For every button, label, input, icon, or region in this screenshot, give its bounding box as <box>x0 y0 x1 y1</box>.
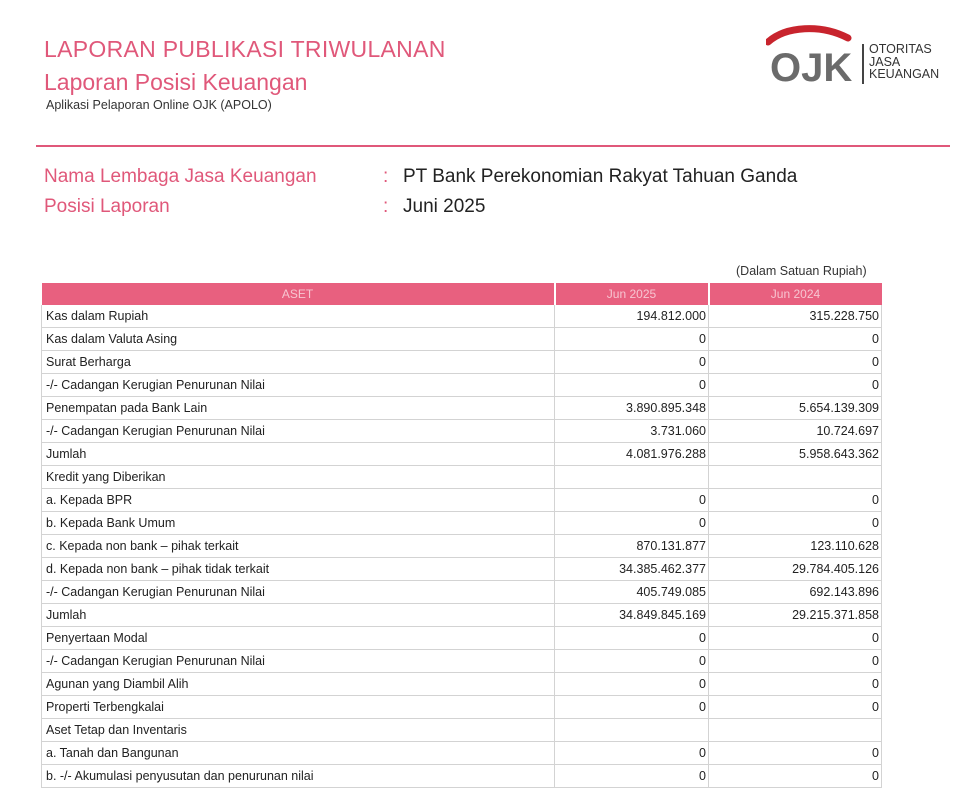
column-header-aset: ASET <box>42 283 555 305</box>
period-value: Juni 2025 <box>403 196 486 217</box>
value-jun-2025: 870.131.877 <box>555 535 709 558</box>
value-jun-2024: 0 <box>709 696 882 719</box>
ojk-logo-mark-icon <box>766 24 862 90</box>
table-row <box>42 627 882 650</box>
row-label: a. Tanah dan Bangunan <box>42 742 555 765</box>
table-body <box>42 305 882 788</box>
value-jun-2024: 0 <box>709 650 882 673</box>
value-jun-2024 <box>709 466 882 489</box>
value-jun-2025: 0 <box>555 742 709 765</box>
table-row <box>42 328 882 351</box>
table-row <box>42 742 882 765</box>
row-label: Penempatan pada Bank Lain <box>42 397 555 420</box>
table-row <box>42 466 882 489</box>
row-label: a. Kepada BPR <box>42 489 555 512</box>
value-jun-2024: 5.958.643.362 <box>709 443 882 466</box>
row-label: Surat Berharga <box>42 351 555 374</box>
value-jun-2024: 29.784.405.126 <box>709 558 882 581</box>
row-label: b. Kepada Bank Umum <box>42 512 555 535</box>
row-label: Kas dalam Valuta Asing <box>42 328 555 351</box>
table-row <box>42 535 882 558</box>
value-jun-2025: 34.385.462.377 <box>555 558 709 581</box>
table-row <box>42 512 882 535</box>
value-jun-2024: 692.143.896 <box>709 581 882 604</box>
value-jun-2025: 3.731.060 <box>555 420 709 443</box>
ojk-logo <box>766 24 956 90</box>
table-row <box>42 420 882 443</box>
value-jun-2024: 0 <box>709 627 882 650</box>
value-jun-2025: 3.890.895.348 <box>555 397 709 420</box>
report-name: Laporan Posisi Keuangan <box>44 69 308 95</box>
row-label: Agunan yang Diambil Alih <box>42 673 555 696</box>
unit-note: (Dalam Satuan Rupiah) <box>736 264 867 278</box>
institution-label: Nama Lembaga Jasa Keuangan <box>44 166 317 187</box>
value-jun-2024: 10.724.697 <box>709 420 882 443</box>
logo-text <box>869 43 939 81</box>
row-label: d. Kepada non bank – pihak tidak terkait <box>42 558 555 581</box>
row-label: Jumlah <box>42 604 555 627</box>
table-row <box>42 719 882 742</box>
value-jun-2025: 0 <box>555 512 709 535</box>
institution-value: PT Bank Perekonomian Rakyat Tahuan Ganda <box>403 166 798 187</box>
table-row <box>42 673 882 696</box>
report-title: LAPORAN PUBLIKASI TRIWULANAN <box>44 36 446 62</box>
column-header-jun-2024: Jun 2024 <box>709 283 882 305</box>
value-jun-2025: 0 <box>555 328 709 351</box>
table-row <box>42 604 882 627</box>
value-jun-2024: 0 <box>709 742 882 765</box>
asset-table <box>41 283 882 788</box>
row-label: -/- Cadangan Kerugian Penurunan Nilai <box>42 650 555 673</box>
value-jun-2025 <box>555 719 709 742</box>
row-label: -/- Cadangan Kerugian Penurunan Nilai <box>42 420 555 443</box>
table-row <box>42 765 882 788</box>
table-row <box>42 374 882 397</box>
value-jun-2024: 0 <box>709 489 882 512</box>
row-label: b. -/- Akumulasi penyusutan dan penurunan nilai <box>42 765 555 788</box>
value-jun-2025: 34.849.845.169 <box>555 604 709 627</box>
row-label: Kas dalam Rupiah <box>42 305 555 328</box>
value-jun-2024 <box>709 719 882 742</box>
table-row <box>42 581 882 604</box>
table-row <box>42 397 882 420</box>
table-row <box>42 489 882 512</box>
value-jun-2024: 29.215.371.858 <box>709 604 882 627</box>
row-label: -/- Cadangan Kerugian Penurunan Nilai <box>42 374 555 397</box>
value-jun-2025: 0 <box>555 351 709 374</box>
value-jun-2025: 0 <box>555 627 709 650</box>
value-jun-2025: 4.081.976.288 <box>555 443 709 466</box>
row-label: c. Kepada non bank – pihak terkait <box>42 535 555 558</box>
table-header-row <box>42 283 882 305</box>
value-jun-2025: 0 <box>555 673 709 696</box>
value-jun-2025 <box>555 466 709 489</box>
value-jun-2024: 0 <box>709 765 882 788</box>
value-jun-2025: 194.812.000 <box>555 305 709 328</box>
header-divider <box>36 145 950 147</box>
table-row <box>42 558 882 581</box>
logo-line-1: OTORITAS <box>869 42 932 56</box>
row-label: Aset Tetap dan Inventaris <box>42 719 555 742</box>
value-jun-2024: 5.654.139.309 <box>709 397 882 420</box>
row-label: Properti Terbengkalai <box>42 696 555 719</box>
value-jun-2024: 123.110.628 <box>709 535 882 558</box>
table-row <box>42 650 882 673</box>
value-jun-2024: 0 <box>709 328 882 351</box>
value-jun-2024: 0 <box>709 374 882 397</box>
value-jun-2025: 0 <box>555 374 709 397</box>
column-header-jun-2025: Jun 2025 <box>555 283 709 305</box>
row-label: -/- Cadangan Kerugian Penurunan Nilai <box>42 581 555 604</box>
row-label: Jumlah <box>42 443 555 466</box>
value-jun-2025: 0 <box>555 696 709 719</box>
value-jun-2024: 0 <box>709 512 882 535</box>
row-label: Penyertaan Modal <box>42 627 555 650</box>
value-jun-2024: 0 <box>709 673 882 696</box>
value-jun-2025: 0 <box>555 765 709 788</box>
value-jun-2025: 0 <box>555 650 709 673</box>
table-row <box>42 443 882 466</box>
logo-line-2: JASA <box>869 54 901 69</box>
table-row <box>42 305 882 328</box>
ojk-logo-mark-text: OJK <box>770 46 853 90</box>
institution-colon: : <box>383 166 389 187</box>
logo-divider <box>862 44 864 84</box>
logo-line-3: KEUANGAN <box>869 67 940 81</box>
table-row <box>42 696 882 719</box>
row-label: Kredit yang Diberikan <box>42 466 555 489</box>
value-jun-2025: 0 <box>555 489 709 512</box>
period-label: Posisi Laporan <box>44 196 170 217</box>
app-name: Aplikasi Pelaporan Online OJK (APOLO) <box>46 98 272 112</box>
value-jun-2024: 0 <box>709 351 882 374</box>
table-row <box>42 351 882 374</box>
value-jun-2024: 315.228.750 <box>709 305 882 328</box>
value-jun-2025: 405.749.085 <box>555 581 709 604</box>
period-colon: : <box>383 196 389 217</box>
